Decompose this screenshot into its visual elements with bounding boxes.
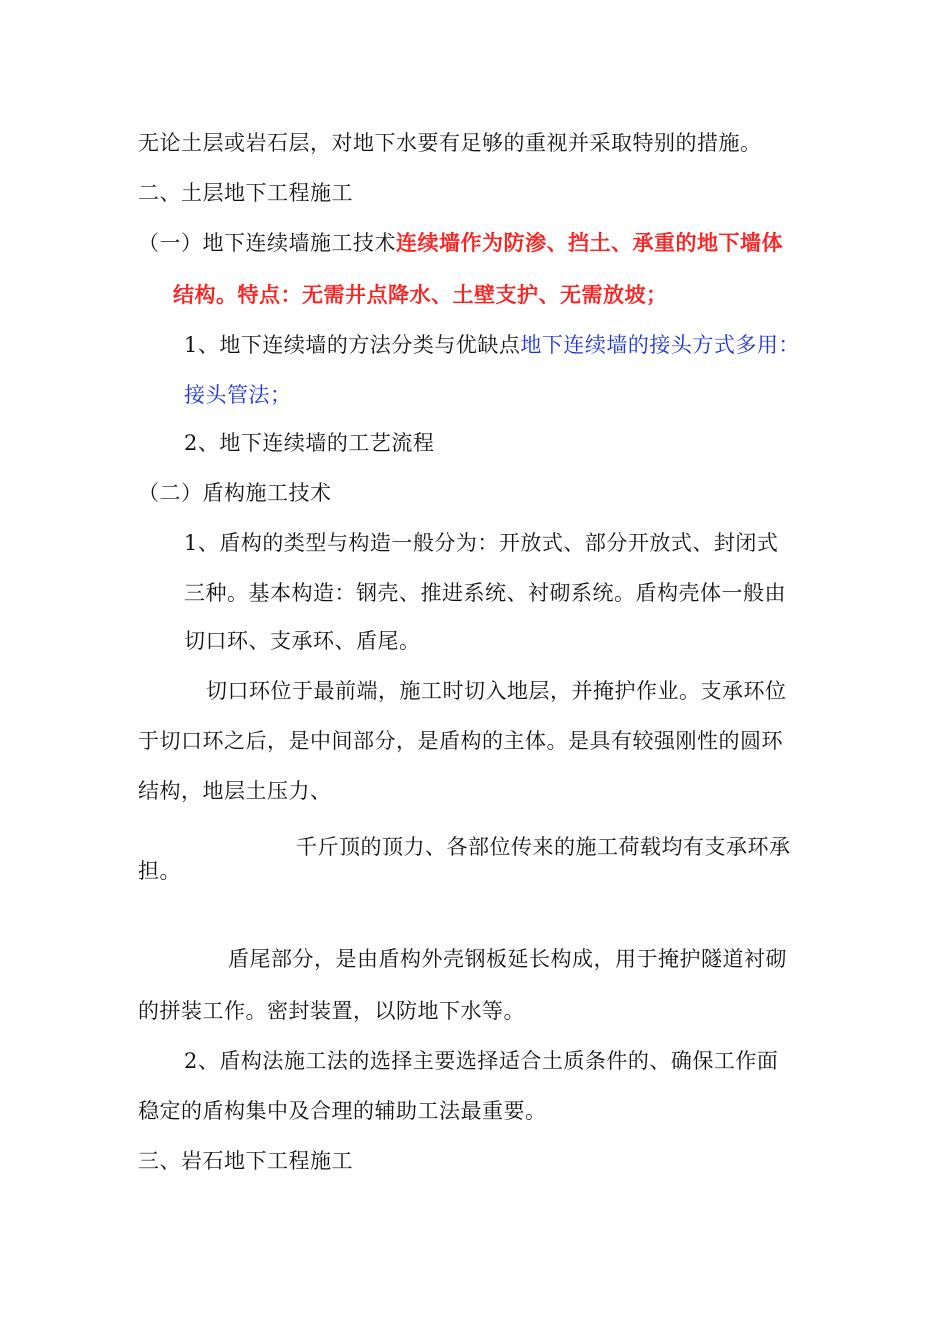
- subheading-shield: （二）盾构施工技术: [138, 481, 332, 505]
- ring-paragraph-line1: 切口环位于最前端，施工时切入地层，并掩护作业。支承环位: [206, 679, 787, 703]
- red-highlight-text: 连续墙作为防渗、挡土、承重的地下墙体: [396, 231, 783, 255]
- item-wall-process: 2、地下连续墙的工艺流程: [184, 431, 435, 455]
- jack-paragraph-line1: 千斤顶的顶力、各部位传来的施工荷载均有支承环承: [296, 835, 791, 859]
- heading-rock-underground: 三、岩石地下工程施工: [138, 1149, 353, 1173]
- blue-highlight-text: 地下连续墙的接头方式多用：: [520, 333, 800, 357]
- subheading-diaphragm-wall-label: （一）地下连续墙施工技术: [138, 231, 396, 255]
- heading-soil-underground: 二、土层地下工程施工: [138, 181, 353, 205]
- item-wall-methods-label: 1、地下连续墙的方法分类与优缺点: [184, 333, 521, 357]
- tail-paragraph-line2: 的拼装工作。密封装置，以防地下水等。: [138, 999, 525, 1023]
- blue-highlight-text-continued: 接头管法；: [184, 383, 292, 407]
- paragraph-groundwater: 无论土层或岩石层，对地下水要有足够的重视并采取特别的措施。: [138, 131, 762, 155]
- shield-types-line1: 1、盾构的类型与构造一般分为：开放式、部分开放式、封闭式: [184, 531, 779, 555]
- shield-types-line3: 切口环、支承环、盾尾。: [184, 629, 421, 653]
- item-wall-methods: [184, 330, 800, 360]
- shield-types-line2: 三种。基本构造：钢壳、推进系统、衬砌系统。盾构壳体一般由: [184, 581, 786, 605]
- shield-method-line2: 稳定的盾构集中及合理的辅助工法最重要。: [138, 1099, 547, 1123]
- red-highlight-text-continued: 结构。特点：无需井点降水、土壁支护、无需放坡；: [173, 283, 668, 307]
- tail-paragraph-line1: 盾尾部分，是由盾构外壳钢板延长构成，用于掩护隧道衬砌: [228, 947, 787, 971]
- subheading-diaphragm-wall: [138, 228, 783, 258]
- ring-paragraph-line3: 结构，地层土压力、: [138, 779, 332, 803]
- jack-paragraph-line2: 担。: [138, 859, 181, 883]
- shield-method-line1: 2、盾构法施工法的选择主要选择适合土质条件的、确保工作面: [184, 1049, 779, 1073]
- ring-paragraph-line2: 于切口环之后，是中间部分，是盾构的主体。是具有较强刚性的圆环: [138, 729, 783, 753]
